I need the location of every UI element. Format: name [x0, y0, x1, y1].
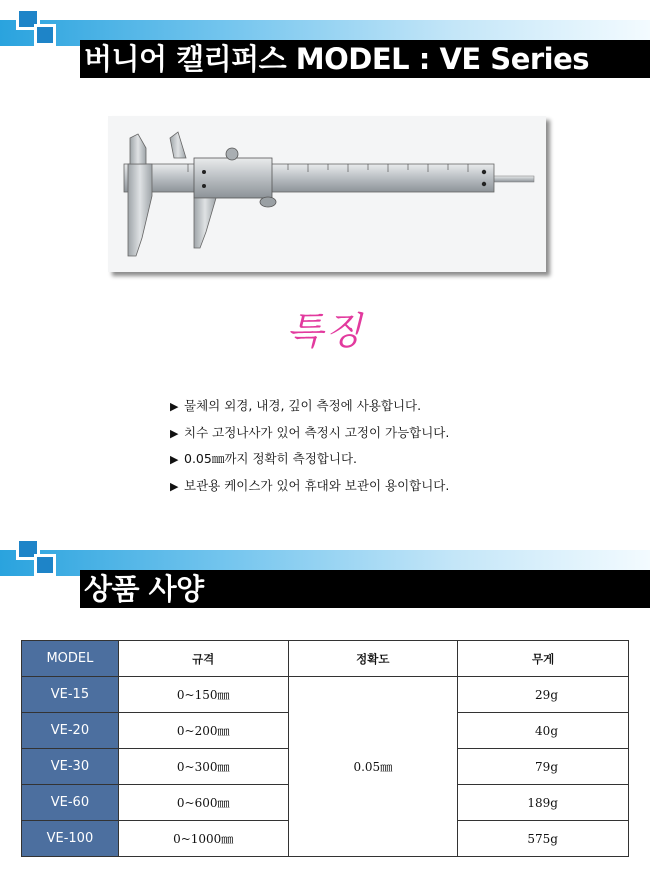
table-row	[22, 677, 629, 713]
model-cell: VE-20	[22, 713, 119, 749]
size-cell: 0~1000㎜	[118, 821, 288, 857]
vernier-caliper-icon	[108, 116, 546, 272]
weight-cell: 29g	[458, 677, 629, 713]
column-header-size: 규격	[118, 641, 288, 677]
size-cell: 0~150㎜	[118, 677, 288, 713]
triangle-bullet-icon: ▶	[170, 400, 179, 413]
list-item: ▶ 치수 고정나사가 있어 측정시 고정이 가능합니다.	[170, 420, 449, 447]
triangle-bullet-icon: ▶	[170, 479, 179, 493]
column-header-accuracy: 정확도	[288, 641, 458, 677]
accuracy-cell: 0.05㎜	[288, 677, 458, 857]
title-banner	[0, 0, 650, 100]
model-cell: VE-30	[22, 749, 119, 785]
feature-heading: 특징	[286, 309, 364, 353]
list-item: ▶ 0.05㎜까지 정확히 측정합니다.	[170, 446, 449, 473]
model-cell: VE-60	[22, 785, 119, 821]
page-title: 버니어 캘리퍼스 MODEL : VE Series	[84, 42, 590, 76]
table-header-row	[22, 641, 629, 677]
triangle-bullet-icon: ▶	[170, 453, 179, 466]
specs-title: 상품 사양	[84, 572, 204, 606]
column-header-weight: 무게	[458, 641, 629, 677]
size-cell: 0~200㎜	[118, 713, 288, 749]
size-cell: 0~300㎜	[118, 749, 288, 785]
section-logo-icon	[12, 536, 60, 580]
product-photo	[108, 116, 546, 272]
model-cell: VE-100	[22, 821, 119, 857]
weight-cell: 40g	[458, 713, 629, 749]
column-header-model: MODEL	[22, 641, 119, 677]
triangle-bullet-icon: ▶	[170, 426, 179, 440]
list-item: ▶ 보관용 케이스가 있어 휴대와 보관이 용이합니다.	[170, 473, 449, 500]
feature-list	[170, 393, 449, 499]
specs-table	[21, 640, 629, 857]
list-item: ▶ 물체의 외경, 내경, 깊이 측정에 사용합니다.	[170, 393, 449, 420]
weight-cell: 79g	[458, 749, 629, 785]
weight-cell: 189g	[458, 785, 629, 821]
section-logo-icon	[12, 6, 60, 50]
size-cell: 0~600㎜	[118, 785, 288, 821]
weight-cell: 575g	[458, 821, 629, 857]
model-cell: VE-15	[22, 677, 119, 713]
specs-banner	[0, 530, 650, 630]
